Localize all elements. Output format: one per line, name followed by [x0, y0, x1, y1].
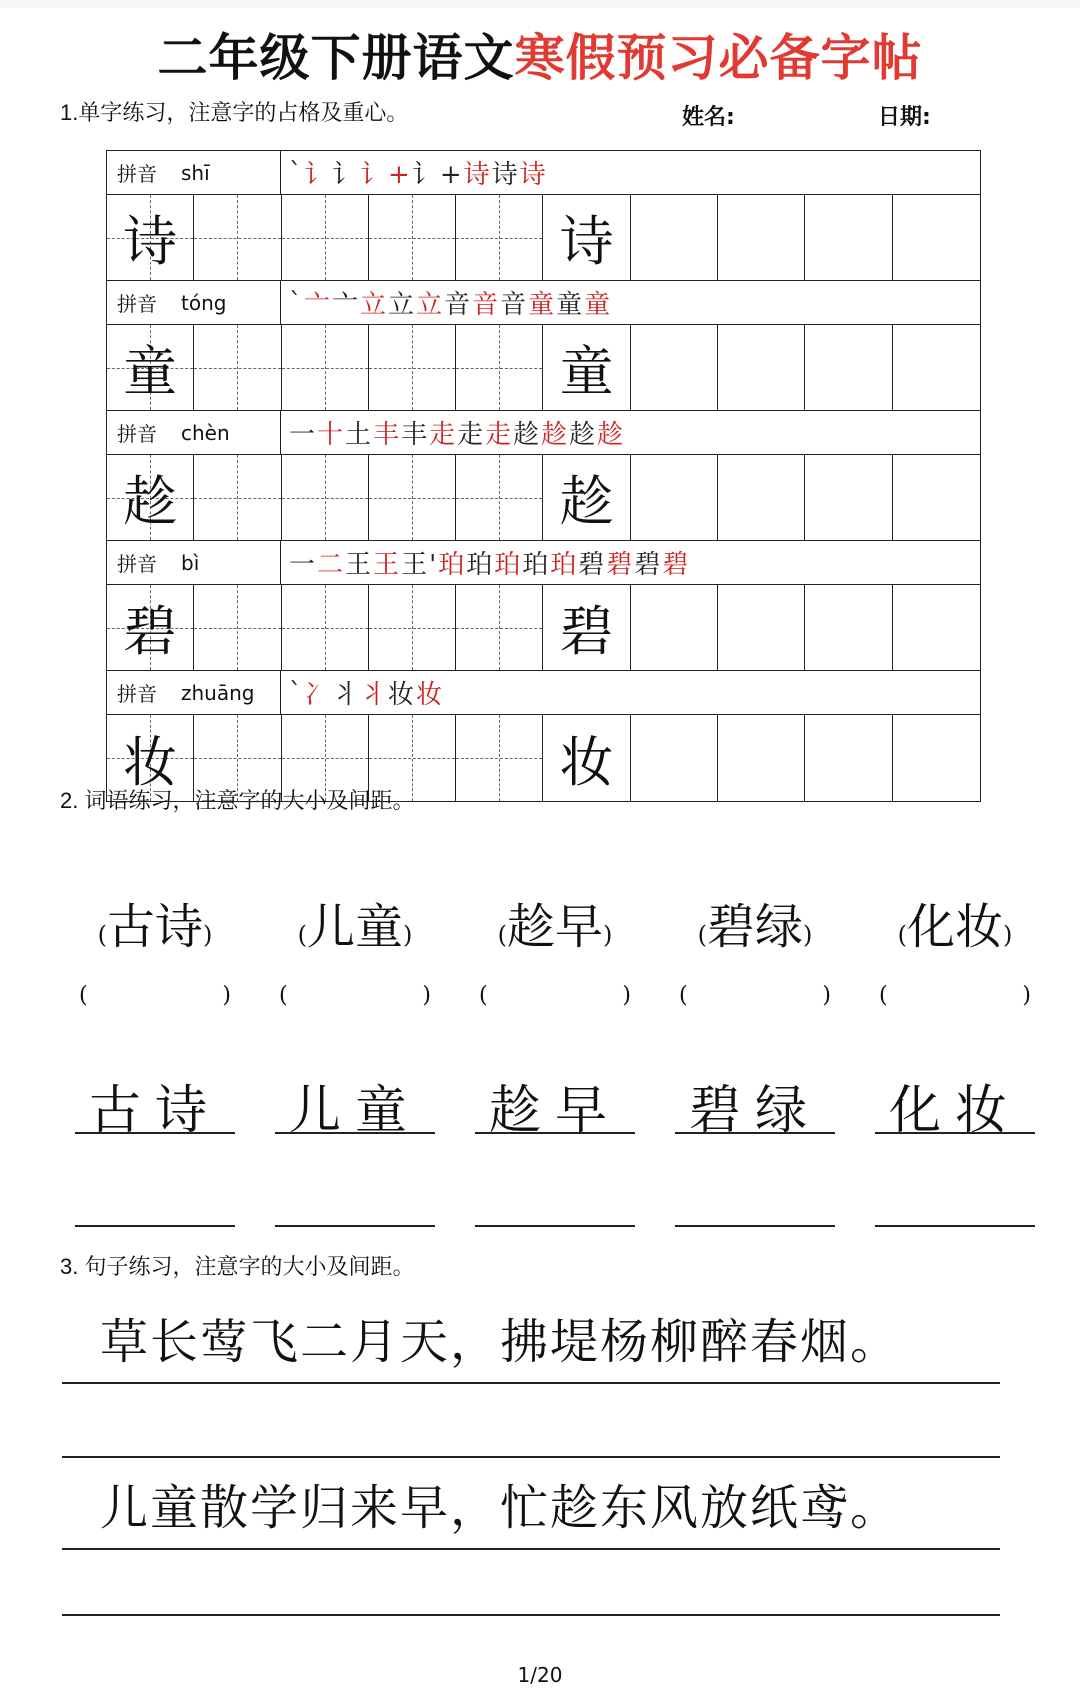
- pinyin-cell: [107, 281, 281, 324]
- stroke-step: `: [289, 157, 304, 188]
- stroke-step: 趁: [597, 420, 626, 450]
- practice-cell[interactable]: [893, 585, 980, 670]
- stroke-step: 趁: [569, 420, 598, 450]
- stroke-step: 诗: [491, 160, 520, 190]
- model-character-cell: [543, 585, 630, 670]
- stroke-step: 亠: [304, 290, 333, 320]
- pinyin-blank[interactable]: [275, 983, 435, 1008]
- practice-cell[interactable]: [631, 585, 718, 670]
- stroke-step: 趁: [513, 420, 542, 450]
- practice-cell[interactable]: [631, 455, 718, 540]
- stroke-step: 王: [345, 550, 374, 580]
- stroke-order: [281, 411, 980, 454]
- word-write-line[interactable]: [275, 1185, 435, 1227]
- sentence-blank-2[interactable]: [62, 1614, 1000, 1616]
- pinyin-blank[interactable]: [75, 983, 235, 1008]
- stroke-step: 王': [401, 550, 439, 580]
- practice-cell[interactable]: [456, 325, 543, 410]
- stroke-step: 碧: [606, 550, 635, 580]
- stroke-step: 讠+: [360, 160, 412, 190]
- model-character-cell: [107, 585, 194, 670]
- page-title: [0, 18, 1080, 90]
- practice-cell[interactable]: [893, 195, 980, 280]
- stroke-step: 珀: [466, 550, 495, 580]
- character-practice-grid: [106, 150, 981, 802]
- word-model: [675, 888, 835, 957]
- word-write-line[interactable]: [75, 1185, 235, 1227]
- open-paren: (: [497, 921, 507, 949]
- title-red: 寒假预习必备字帖: [514, 29, 923, 87]
- stroke-step: 趁: [541, 420, 570, 450]
- model-character: 诗: [559, 210, 614, 273]
- word-model: [475, 888, 635, 957]
- word-trace: 古诗: [75, 1068, 235, 1134]
- word-write-line[interactable]: [475, 1185, 635, 1227]
- model-character: 妆: [123, 730, 178, 794]
- pinyin-row: [107, 281, 980, 325]
- page-number: 1/20: [517, 1663, 563, 1687]
- model-character: 诗: [123, 210, 178, 273]
- word-trace: 儿童: [275, 1068, 435, 1134]
- section3-label: 3. 句子练习，注意字的大小及间距。: [60, 1254, 415, 1279]
- stroke-step: 走: [429, 420, 458, 450]
- practice-cell[interactable]: [369, 195, 456, 280]
- word-write-line[interactable]: [675, 1185, 835, 1227]
- pinyin-label: 拼音: [117, 162, 157, 186]
- model-character-cell: [107, 195, 194, 280]
- practice-cell[interactable]: [718, 585, 805, 670]
- stroke-step: 丬: [332, 680, 361, 710]
- model-character: 童: [559, 340, 614, 403]
- stroke-order: [281, 541, 980, 584]
- practice-cell[interactable]: [369, 455, 456, 540]
- word-trace-row: [75, 1068, 1035, 1141]
- word-model: [275, 888, 435, 957]
- character-row: [107, 195, 980, 281]
- stroke-step: 一: [289, 550, 318, 580]
- stroke-step: 王: [373, 550, 402, 580]
- open-paren: (: [697, 921, 707, 949]
- stroke-step: 童: [584, 290, 613, 320]
- open-paren: (: [879, 983, 888, 1008]
- pinyin-value: bì: [181, 550, 200, 575]
- stroke-step: 诗: [463, 160, 492, 190]
- date-label: 日期:: [878, 105, 931, 130]
- word-pinyin-blank-row: [75, 983, 1035, 1008]
- title-black: 二年级下册语文: [157, 29, 515, 87]
- practice-cell[interactable]: [893, 715, 980, 801]
- stroke-step: 讠: [304, 160, 333, 190]
- pinyin-value: tóng: [181, 290, 227, 315]
- stroke-step: 音: [500, 290, 529, 320]
- practice-cell[interactable]: [631, 195, 718, 280]
- model-character-cell: [543, 455, 630, 540]
- open-paren: (: [479, 983, 488, 1008]
- practice-cell[interactable]: [282, 325, 369, 410]
- practice-cell[interactable]: [718, 455, 805, 540]
- model-character: 童: [123, 340, 178, 403]
- word-model: [75, 888, 235, 957]
- stroke-step: 冫: [304, 680, 333, 710]
- stroke-step: 立: [360, 290, 389, 320]
- close-paren: ): [1003, 921, 1013, 949]
- stroke-step: 走: [457, 420, 486, 450]
- sentence-line-1: 草长莺飞二月天，拂堤杨柳醉春烟。: [62, 1310, 1000, 1384]
- stroke-step: 丬: [360, 680, 389, 710]
- word-model: [875, 888, 1035, 957]
- stroke-step: 碧: [662, 550, 691, 580]
- pinyin-cell: [107, 541, 281, 584]
- model-character: 趁: [559, 470, 614, 533]
- close-paren: ): [803, 921, 813, 949]
- word-text: 化妆: [906, 899, 1003, 955]
- open-paren: (: [897, 921, 907, 949]
- stroke-step: 讠+: [411, 160, 464, 190]
- model-character: 妆: [559, 730, 614, 794]
- close-paren: ): [603, 921, 613, 949]
- practice-cell[interactable]: [718, 195, 805, 280]
- pinyin-value: chèn: [181, 420, 230, 445]
- pinyin-blank[interactable]: [875, 983, 1035, 1008]
- practice-cell[interactable]: [805, 585, 892, 670]
- word-trace: 趁早: [475, 1068, 635, 1134]
- model-character-cell: [543, 195, 630, 280]
- close-paren: ): [422, 983, 431, 1008]
- stroke-step: 亠: [332, 290, 361, 320]
- model-character: 碧: [123, 600, 178, 663]
- sentence-line-2: 儿童散学归来早，忙趁东风放纸鸢。: [62, 1476, 1000, 1550]
- character-row: [107, 455, 980, 541]
- stroke-step: `: [289, 287, 304, 318]
- model-character-cell: [107, 455, 194, 540]
- open-paren: (: [97, 921, 107, 949]
- stroke-step: 珀: [494, 550, 523, 580]
- stroke-step: 珀: [522, 550, 551, 580]
- pinyin-cell: [107, 151, 281, 194]
- practice-cell[interactable]: [194, 325, 281, 410]
- practice-cell[interactable]: [282, 195, 369, 280]
- close-paren: ): [203, 921, 213, 949]
- stroke-step: 十: [317, 420, 346, 450]
- pinyin-value: zhuāng: [181, 680, 255, 705]
- section1-label: 1.单字练习，注意字的占格及重心。: [60, 100, 409, 125]
- stroke-step: 丰: [401, 420, 430, 450]
- model-character-cell: [107, 325, 194, 410]
- practice-cell[interactable]: [805, 455, 892, 540]
- pinyin-label: 拼音: [117, 422, 157, 446]
- practice-cell[interactable]: [631, 325, 718, 410]
- close-paren: ): [222, 983, 231, 1008]
- stroke-step: 诗: [519, 160, 548, 190]
- stroke-step: 珀: [550, 550, 579, 580]
- stroke-step: 童: [528, 290, 557, 320]
- pinyin-row: [107, 541, 980, 585]
- model-character-cell: [543, 325, 630, 410]
- worksheet-page: [0, 8, 1080, 1693]
- practice-cell[interactable]: [456, 455, 543, 540]
- word-text: 碧绿: [706, 899, 803, 955]
- practice-cell[interactable]: [194, 585, 281, 670]
- practice-cell[interactable]: [718, 325, 805, 410]
- stroke-step: 讠: [332, 160, 361, 190]
- model-character-cell: [543, 715, 630, 801]
- practice-cell[interactable]: [194, 455, 281, 540]
- model-character: 趁: [123, 470, 178, 533]
- stroke-step: 立: [388, 290, 417, 320]
- word-write-row: [75, 1185, 1035, 1227]
- stroke-step: 二: [317, 550, 346, 580]
- character-row: [107, 325, 980, 411]
- character-row: [107, 585, 980, 671]
- stroke-step: 音: [472, 290, 501, 320]
- stroke-step: 童: [556, 290, 585, 320]
- pinyin-label: 拼音: [117, 292, 157, 316]
- practice-cell[interactable]: [893, 455, 980, 540]
- practice-cell[interactable]: [805, 715, 892, 801]
- section2-label: 2. 词语练习，注意字的大小及间距。: [60, 788, 415, 813]
- stroke-step: 音: [444, 290, 473, 320]
- stroke-step: 丰: [373, 420, 402, 450]
- practice-cell[interactable]: [369, 585, 456, 670]
- stroke-step: 走: [485, 420, 514, 450]
- stroke-step: 土: [345, 420, 374, 450]
- practice-cell[interactable]: [456, 715, 543, 801]
- close-paren: ): [1022, 983, 1031, 1008]
- practice-cell[interactable]: [805, 195, 892, 280]
- practice-cell[interactable]: [282, 455, 369, 540]
- model-character: 碧: [559, 600, 614, 663]
- stroke-step: 碧: [578, 550, 607, 580]
- sentence-blank-1[interactable]: [62, 1456, 1000, 1458]
- pinyin-row: [107, 151, 980, 195]
- practice-cell[interactable]: [805, 325, 892, 410]
- name-label: 姓名:: [682, 105, 735, 130]
- open-paren: (: [279, 983, 288, 1008]
- practice-cell[interactable]: [456, 195, 543, 280]
- word-trace: 化妆: [875, 1068, 1035, 1134]
- open-paren: (: [297, 921, 307, 949]
- close-paren: ): [403, 921, 413, 949]
- stroke-step: 珀: [438, 550, 467, 580]
- stroke-order: [281, 151, 980, 194]
- practice-cell[interactable]: [282, 585, 369, 670]
- pinyin-value: shī: [181, 160, 210, 185]
- stroke-order: [281, 281, 980, 324]
- practice-cell[interactable]: [369, 325, 456, 410]
- pinyin-label: 拼音: [117, 682, 157, 706]
- stroke-step: 碧: [634, 550, 663, 580]
- pinyin-cell: [107, 411, 281, 454]
- practice-cell[interactable]: [718, 715, 805, 801]
- stroke-order: [281, 671, 980, 714]
- practice-cell[interactable]: [194, 195, 281, 280]
- pinyin-blank[interactable]: [475, 983, 635, 1008]
- stroke-step: 妆: [416, 680, 445, 710]
- practice-cell[interactable]: [456, 585, 543, 670]
- word-text: 古诗: [106, 899, 203, 955]
- word-text: 趁早: [506, 899, 603, 955]
- pinyin-cell: [107, 671, 281, 714]
- word-write-line[interactable]: [875, 1185, 1035, 1227]
- close-paren: ): [622, 983, 631, 1008]
- pinyin-blank[interactable]: [675, 983, 835, 1008]
- stroke-step: 立: [416, 290, 445, 320]
- close-paren: ): [822, 983, 831, 1008]
- stroke-step: `: [289, 677, 304, 708]
- pinyin-label: 拼音: [117, 552, 157, 576]
- practice-cell[interactable]: [631, 715, 718, 801]
- open-paren: (: [79, 983, 88, 1008]
- word-trace: 碧绿: [675, 1068, 835, 1134]
- pinyin-row: [107, 671, 980, 715]
- practice-cell[interactable]: [893, 325, 980, 410]
- stroke-step: 妆: [388, 680, 417, 710]
- stroke-step: 一: [289, 420, 318, 450]
- word-model-row: [75, 888, 1035, 957]
- word-text: 儿童: [306, 899, 403, 955]
- pinyin-row: [107, 411, 980, 455]
- open-paren: (: [679, 983, 688, 1008]
